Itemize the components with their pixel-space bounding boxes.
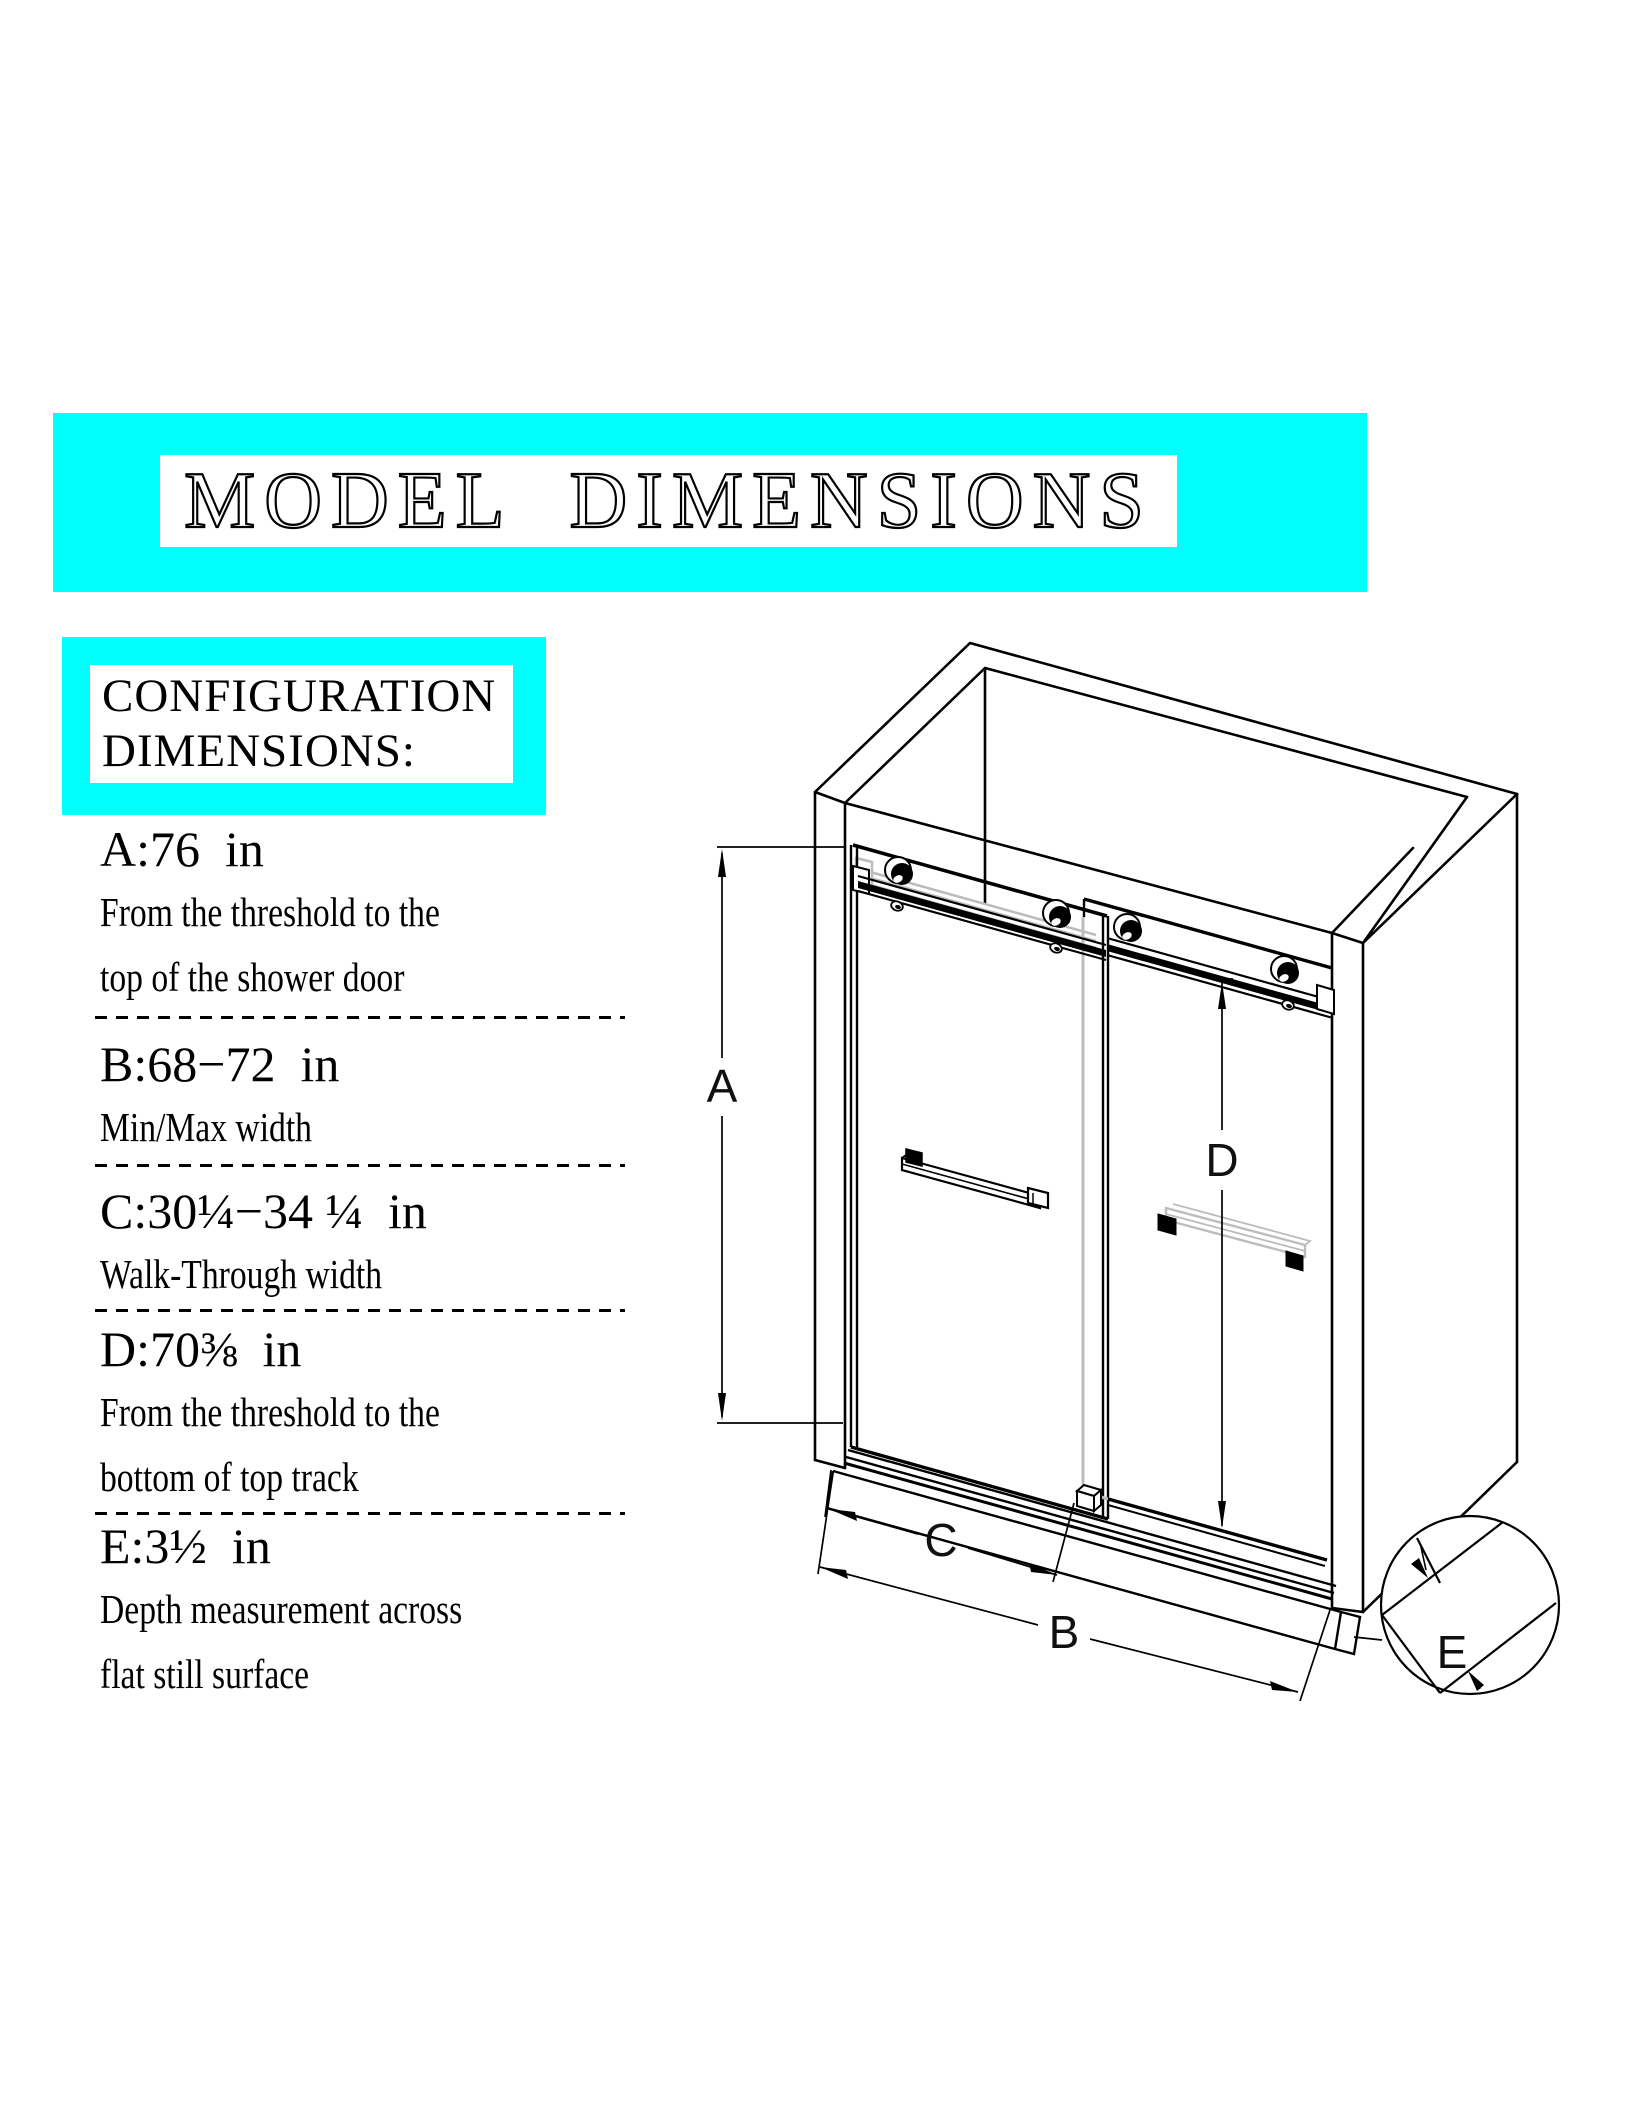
spec-b-desc-line1: Min/Max width bbox=[100, 1104, 313, 1150]
spec-a-desc-line2: top of the shower door bbox=[100, 954, 405, 1000]
dimension-a-label: A bbox=[706, 1060, 738, 1112]
spec-a-desc-line1: From the threshold to the bbox=[100, 889, 440, 935]
page-title-word-1: MODEL bbox=[184, 457, 514, 545]
right-door-handle bbox=[1158, 1204, 1310, 1271]
spec-c-desc-line1: Walk-Through width bbox=[100, 1251, 383, 1297]
spec-c-title: C:30¼−34 ¼ in bbox=[100, 1183, 427, 1239]
spec-e-desc-line2: flat still surface bbox=[100, 1651, 310, 1697]
anti-jump-screw-icon bbox=[890, 900, 904, 913]
dimension-c-label: C bbox=[924, 1514, 958, 1566]
roller-icon bbox=[1271, 956, 1299, 984]
spec-e-title: E:3½ in bbox=[100, 1518, 271, 1574]
dimension-b-label: B bbox=[1048, 1606, 1080, 1658]
dimension-d-label: D bbox=[1205, 1134, 1239, 1186]
dimension-e-label: E bbox=[1436, 1626, 1468, 1678]
configuration-heading-line2: DIMENSIONS: bbox=[102, 725, 416, 777]
spec-b-title: B:68−72 in bbox=[100, 1036, 340, 1092]
roller-icon bbox=[1114, 914, 1142, 942]
spec-d-title: D:70⅜ in bbox=[100, 1321, 302, 1377]
spec-e-desc-line1: Depth measurement across bbox=[100, 1586, 463, 1632]
roller-icon bbox=[1043, 900, 1071, 928]
configuration-heading-line1: CONFIGURATION bbox=[102, 670, 497, 722]
roller-icon bbox=[885, 857, 913, 885]
page-title-word-2: DIMENSIONS bbox=[569, 457, 1153, 545]
dimension-a bbox=[707, 847, 845, 1423]
detail-e-callout bbox=[1354, 1516, 1559, 1694]
spec-a-title: A:76 in bbox=[100, 821, 264, 877]
left-door-handle bbox=[902, 1149, 1048, 1208]
center-guide-block bbox=[1077, 1485, 1101, 1511]
spec-d-desc-line2: bottom of top track bbox=[100, 1454, 359, 1500]
spec-d-desc-line1: From the threshold to the bbox=[100, 1389, 440, 1435]
bottom-sill bbox=[827, 1450, 1360, 1654]
dimension-d bbox=[1205, 979, 1238, 1528]
